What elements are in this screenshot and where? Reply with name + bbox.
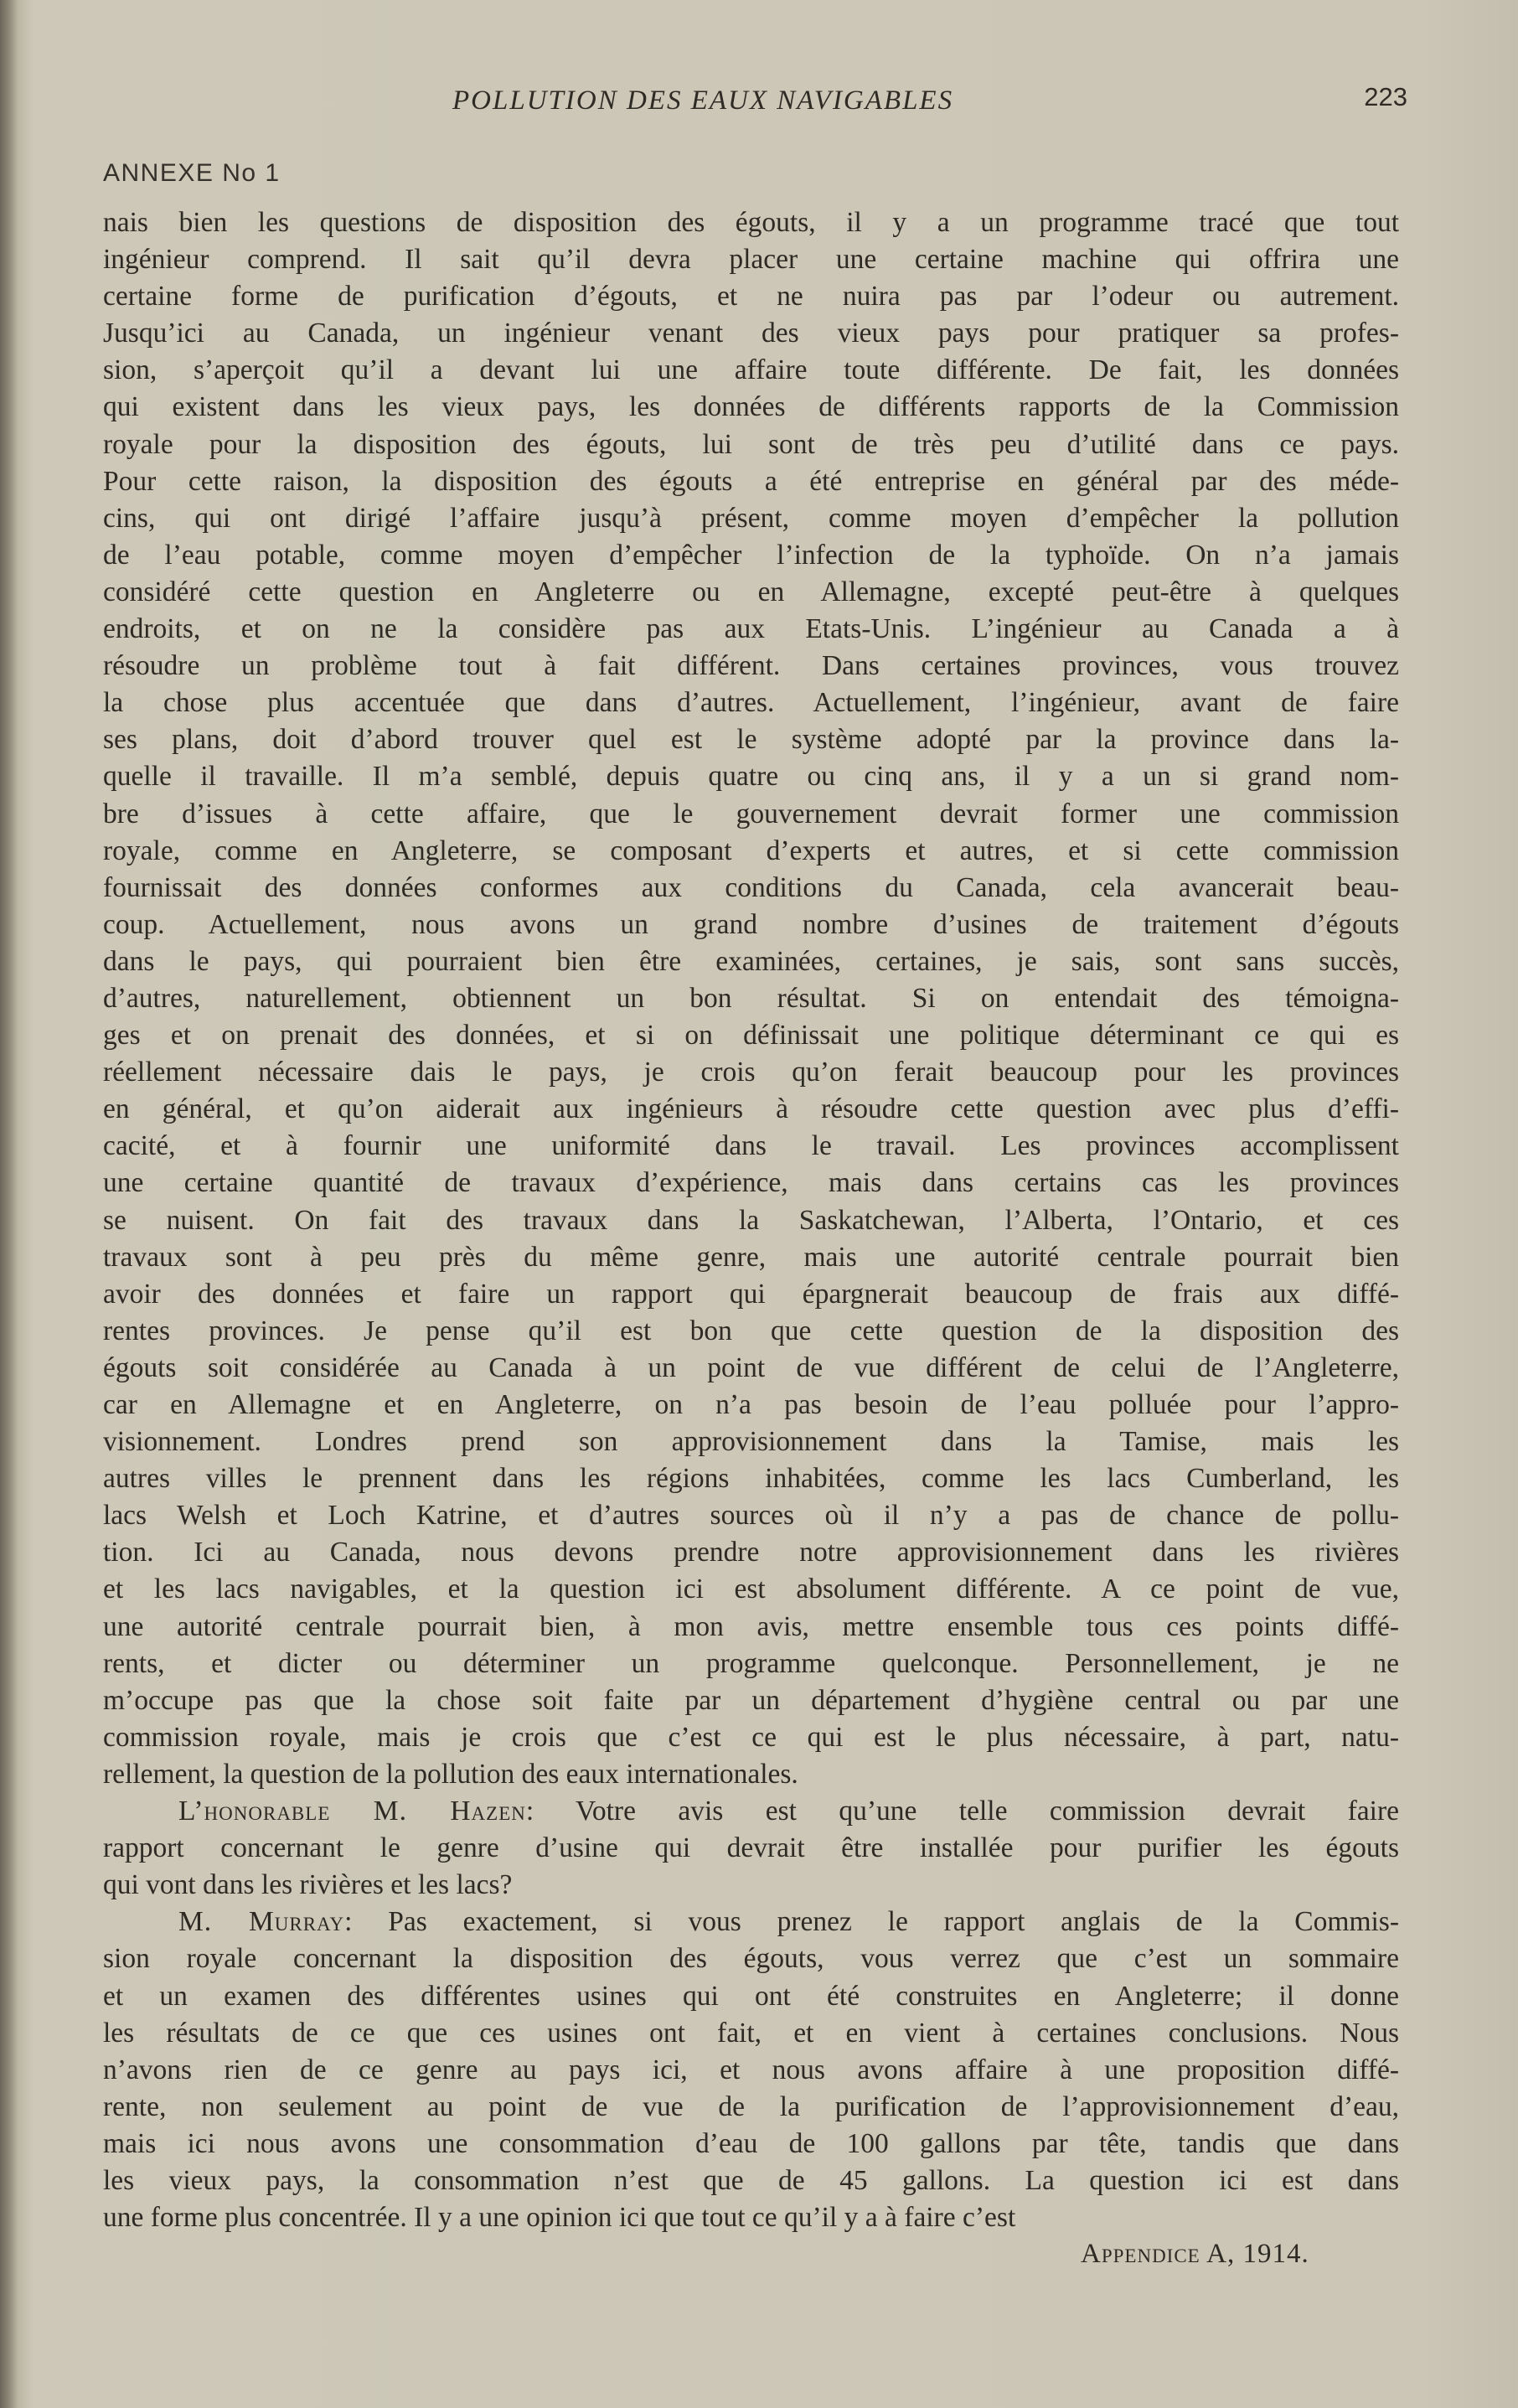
text-line: visionnement. Londres prend son approvisionnement dans la Tamise, mais les [103, 1426, 1399, 1458]
paragraph-3 [103, 1904, 1399, 2236]
page-header [101, 82, 1407, 124]
text-line: rellement, la question de la pollution des eaux internationales. [103, 1758, 798, 1790]
text-line: travaux sont à peu près du même genre, mais une autorité centrale pourrait bien [103, 1241, 1399, 1273]
speaker-name: M. Murray [178, 1906, 345, 1938]
text-line: tion. Ici au Canada, nous devons prendre notre approvisionnement dans les rivières [103, 1537, 1399, 1568]
text-line: royale, comme en Angleterre, se composant d’experts et autres, et si cette commission [103, 835, 1399, 866]
text-line: les vieux pays, la consommation n’est que de 45 gallons. La question ici est dans [103, 2164, 1399, 2196]
text-line: les résultats de ce que ces usines ont fait, et en vient à certaines conclusions. Nous [103, 2017, 1399, 2049]
text-line: rentes provinces. Je pense qu’il est bon que cette question de la disposition des [103, 1315, 1399, 1346]
footer-appendix [1081, 2239, 1309, 2270]
text-line: considéré cette question en Angleterre ou en Allemagne, excepté peut-être à quelques [103, 576, 1399, 607]
running-title: POLLUTION DES EAUX NAVIGABLES [452, 85, 954, 116]
text-line: de l’eau potable, comme moyen d’empêcher l’infection de la typhoïde. On n’a jamais [103, 539, 1399, 571]
text-line: résoudre un problème tout à fait différent. Dans certaines provinces, vous trouvez [103, 650, 1399, 682]
text-line: ses plans, doit d’abord trouver quel est le système adopté par la province dans la- [103, 724, 1399, 756]
text-line: ingénieur comprend. Il sait qu’il devra placer une certaine machine qui offrira une [103, 244, 1399, 276]
text-line: réellement nécessaire dais le pays, je crois qu’on ferait beaucoup pour les provinces [103, 1057, 1399, 1088]
text-line: commission royale, mais je crois que c’est ce qui est le plus nécessaire, à part, natu- [103, 1721, 1399, 1753]
text-line: une forme plus concentrée. Il y a une opinion ici que tout ce qu’il y a à faire c’est [103, 2202, 1016, 2234]
page-number: 223 [1364, 82, 1407, 111]
text-line: endroits, et on ne la considère pas aux Etats-Unis. L’ingénieur au Canada a à [103, 613, 1399, 645]
text-line: cins, qui ont dirigé l’affaire jusqu’à présent, comme moyen d’empêcher la pollution [103, 502, 1399, 534]
line-text: : Votre avis est qu’une telle commission devrait faire [525, 1796, 1399, 1827]
text-line: qui vont dans les rivières et les lacs? [103, 1869, 513, 1901]
text-line: se nuisent. On fait des travaux dans la Saskatchewan, l’Alberta, l’Ontario, et ces [103, 1204, 1399, 1236]
text-line: car en Allemagne et en Angleterre, on n’a pas besoin de l’eau polluée pour l’appro- [103, 1389, 1399, 1420]
text-line: une autorité centrale pourrait bien, à mon avis, mettre ensemble tous ces points diffé- [103, 1610, 1399, 1642]
text-line: sion, s’aperçoit qu’il a devant lui une affaire toute différente. De fait, les données [103, 354, 1399, 386]
speaker-name: L’honorable M. Hazen [178, 1796, 526, 1827]
text-line: royale pour la disposition des égouts, lui sont de très peu d’utilité dans ce pays. [103, 428, 1399, 460]
footer-text: Appendice A, 1914. [1081, 2239, 1309, 2269]
text-line: quelle il travaille. Il m’a semblé, depuis quatre ou cinq ans, il y a un si grand nom- [103, 761, 1399, 793]
text-line: Pour cette raison, la disposition des égouts a été entreprise en général par des méde- [103, 465, 1399, 497]
text-line: mais ici nous avons une consommation d’eau de 100 gallons par tête, tandis que dans [103, 2127, 1399, 2159]
text-line: en général, et qu’on aiderait aux ingénieurs à résoudre cette question avec plus d’effi- [103, 1093, 1399, 1125]
annex-label: ANNEXE No 1 [103, 159, 281, 187]
text-line: autres villes le prennent dans les régions inhabitées, comme les lacs Cumberland, les [103, 1463, 1399, 1495]
text-line: rents, et dicter ou déterminer un programme quelconque. Personnellement, je ne [103, 1647, 1399, 1679]
paragraph-1 [103, 204, 1399, 1793]
text-line: sion royale concernant la disposition des égouts, vous verrez que c’est un sommaire [103, 1943, 1399, 1975]
text-line [103, 1904, 1399, 1940]
text-line: bre d’issues à cette affaire, que le gouvernement devrait former une commission [103, 798, 1399, 829]
text-line: cacité, et à fournir une uniformité dans le travail. Les provinces accomplissent [103, 1130, 1399, 1162]
text-line: et un examen des différentes usines qui ont été construites en Angleterre; il donne [103, 1980, 1399, 2012]
text-line: coup. Actuellement, nous avons un grand nombre d’usines de traitement d’égouts [103, 908, 1399, 940]
text-line: d’autres, naturellement, obtiennent un bon résultat. Si on entendait des témoigna- [103, 982, 1399, 1014]
text-line: m’occupe pas que la chose soit faite par un département d’hygiène central ou par une [103, 1684, 1399, 1716]
text-line: fournissait des données conformes aux conditions du Canada, cela avancerait beau- [103, 871, 1399, 903]
text-line: une certaine quantité de travaux d’expérience, mais dans certains cas les provinces [103, 1167, 1399, 1199]
text-line: nais bien les questions de disposition des égouts, il y a un programme tracé que tout [103, 207, 1399, 238]
text-line: n’avons rien de ce genre au pays ici, et nous avons affaire à une proposition diffé- [103, 2054, 1399, 2085]
text-line: égouts soit considérée au Canada à un point de vue différent de celui de l’Angleterre, [103, 1351, 1399, 1383]
paragraph-2 [103, 1793, 1399, 1904]
text-line: Jusqu’ici au Canada, un ingénieur venant des vieux pays pour pratiquer sa profes- [103, 318, 1399, 349]
text-line: qui existent dans les vieux pays, les données de différents rapports de la Commission [103, 391, 1399, 423]
text-line: avoir des données et faire un rapport qui épargnerait beaucoup de frais aux diffé- [103, 1278, 1399, 1310]
text-line: certaine forme de purification d’égouts, et ne nuira pas par l’odeur ou autrement. [103, 281, 1399, 313]
body-text [103, 204, 1399, 2236]
text-line: la chose plus accentuée que dans d’autres. Actuellement, l’ingénieur, avant de faire [103, 687, 1399, 719]
text-line: et les lacs navigables, et la question ici est absolument différente. A ce point de vue, [103, 1573, 1399, 1605]
text-line: ges et on prenait des données, et si on définissait une politique déterminant ce qui es [103, 1020, 1399, 1052]
text-line: dans le pays, qui pourraient bien être examinées, certaines, je sais, sont sans succès, [103, 945, 1399, 977]
text-line: rapport concernant le genre d’usine qui devrait être installée pour purifier les égouts [103, 1832, 1399, 1864]
text-line: rente, non seulement au point de vue de la purification de l’approvisionnement d’eau, [103, 2090, 1399, 2122]
text-line: lacs Welsh et Loch Katrine, et d’autres sources où il n’y a pas de chance de pollu- [103, 1500, 1399, 1532]
line-text: : Pas exactement, si vous prenez le rapport anglais de la Commis- [344, 1906, 1400, 1938]
text-line [103, 1793, 1399, 1830]
